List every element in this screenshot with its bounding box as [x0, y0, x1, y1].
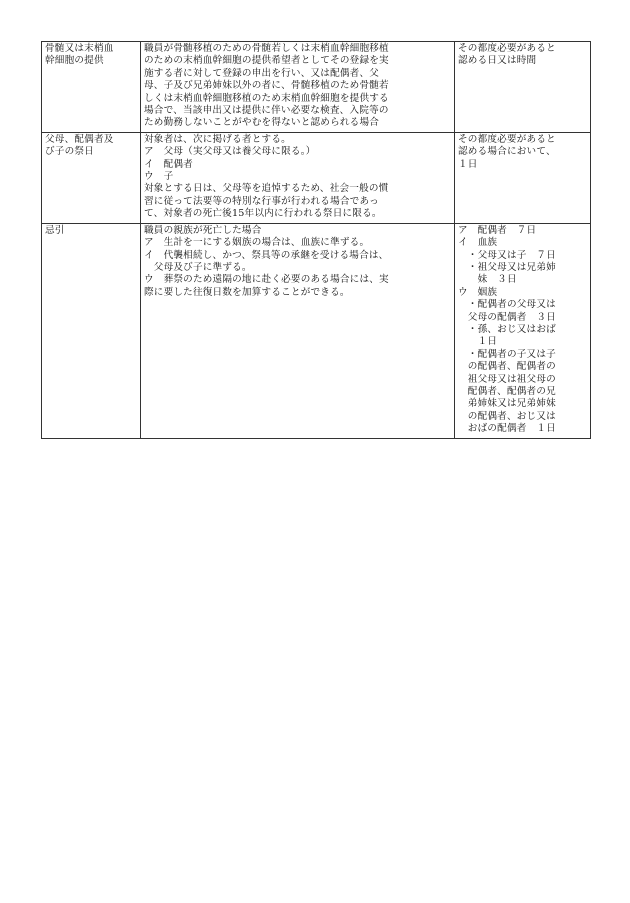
condition-line: ため勤務しないことがやむを得ないと認められる場合 [144, 117, 380, 129]
period-line: 妹 ３日 [458, 274, 517, 286]
table-row [42, 223, 591, 438]
condition-line: 対象者は、次に掲げる者とする。 [144, 133, 291, 145]
category-line: 幹細胞の提供 [45, 55, 104, 67]
leave-period-cell [455, 223, 591, 438]
category-line: び子の祭日 [45, 146, 94, 158]
period-line: 祖父母又は祖父母の [458, 373, 556, 385]
period-line: 配偶者、配偶者の兄 [458, 385, 556, 397]
table-row [42, 42, 591, 133]
period-line: ウ 姻族 [458, 286, 498, 298]
leave-period-cell [455, 42, 591, 133]
period-line: ・配偶者の子又は子 [458, 348, 556, 360]
period-line: ・祖父母又は兄弟姉 [458, 261, 556, 273]
period-line: ・配偶者の父母又は [458, 299, 556, 311]
leave-condition-cell [141, 42, 455, 133]
condition-line: 施する者に対して登録の申出を行い、又は配偶者、父 [144, 67, 380, 79]
category-line: 父母、配偶者及 [45, 133, 114, 145]
condition-line: 習に従って法要等の特別な行事が行われる場合であっ [144, 195, 379, 207]
condition-line: 際に要した往復日数を加算することができる。 [144, 286, 350, 298]
leave-condition-cell [141, 223, 455, 438]
period-line: 弟姉妹又は兄弟姉妹 [458, 398, 556, 410]
period-line: 認める日又は時間 [458, 55, 537, 67]
leave-condition-cell [141, 132, 455, 223]
condition-line: しくは末梢血幹細胞移植のため末梢血幹細胞を提供する [144, 92, 389, 104]
period-line: の配偶者、おじ又は [458, 410, 556, 422]
period-line: 認める場合において、 [458, 146, 556, 158]
special-leave-table [41, 41, 591, 439]
condition-line: ア 生計を一にする姻族の場合は、血族に準ずる。 [144, 237, 370, 249]
category-line: 骨髄又は末梢血 [45, 43, 114, 54]
leave-category-cell [42, 42, 141, 133]
period-line: １日 [458, 158, 478, 170]
period-line: の配偶者、配偶者の [458, 361, 556, 373]
period-line: １日 [458, 336, 498, 348]
condition-line: 職員の親族が死亡した場合 [144, 224, 262, 236]
condition-line: のための末梢血幹細胞の提供希望者としてその登録を実 [144, 55, 389, 67]
period-line: ア 配偶者 ７日 [458, 224, 537, 236]
condition-line: ウ 子 [144, 171, 174, 183]
condition-line: 場合で、当該申出又は提供に伴い必要な検査、入院等の [144, 105, 389, 117]
period-line: おばの配偶者 １日 [458, 423, 556, 435]
period-line: 父母の配偶者 ３日 [458, 311, 556, 323]
leave-category-cell [42, 223, 141, 438]
condition-line: 対象とする日は、父母等を追悼するため、社会一般の慣 [144, 183, 389, 195]
leave-period-cell [455, 132, 591, 223]
condition-line: て、対象者の死亡後15年以内に行われる祭日に限る。 [144, 208, 382, 220]
condition-line: 母、子及び兄弟姉妹以外の者に、骨髄移植のため骨髄若 [144, 80, 389, 92]
period-line: その都度必要があると [458, 133, 556, 145]
condition-line: イ 配偶者 [144, 158, 193, 170]
category-line: 忌引 [45, 224, 65, 236]
period-line: ・孫、おじ又はおば [458, 323, 556, 335]
table-row [42, 132, 591, 223]
condition-line: 職員が骨髄移植のための骨髄若しくは末梢血幹細胞移植 [144, 43, 389, 54]
period-line: ・父母又は子 ７日 [458, 249, 556, 261]
condition-line: ア 父母（実父母又は養父母に限る。） [144, 146, 316, 158]
leave-category-cell [42, 132, 141, 223]
condition-line: 父母及び子に準ずる。 [144, 261, 252, 273]
period-line: その都度必要があると [458, 43, 556, 54]
condition-line: ウ 葬祭のため遠隔の地に赴く必要のある場合には、実 [144, 274, 389, 286]
condition-line: イ 代襲相続し、かつ、祭具等の承継を受ける場合は、 [144, 249, 389, 261]
period-line: イ 血族 [458, 237, 498, 249]
